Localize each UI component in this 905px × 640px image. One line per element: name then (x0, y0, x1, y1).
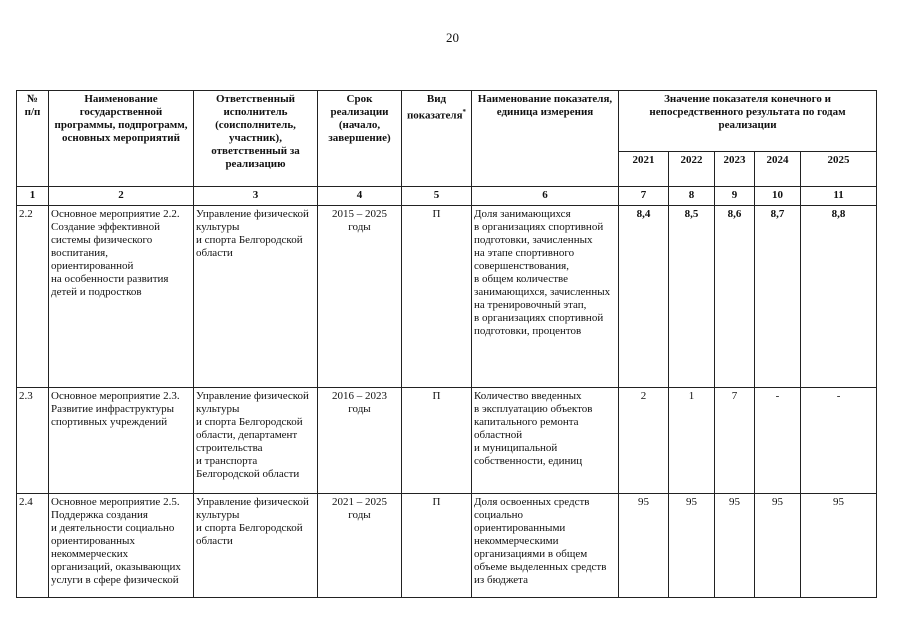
row-indicator: Доля занимающихся в организациях спортивной подготовки, зачисленных на этапе спортивного совершенствования, в общем количестве занимающихся, зачисленных на тренировочный этап, в организациях спортивной подготовки, процентов (472, 206, 619, 388)
row-kind: П (402, 206, 472, 388)
row-value-2021: 8,4 (619, 206, 669, 388)
year-2024: 2024 (755, 152, 801, 187)
table-row (17, 206, 877, 388)
header-name: Наименование государственной программы, подпрограмм, основных мероприятий (49, 91, 194, 187)
row-name: Основное мероприятие 2.5. Поддержка создания и деятельности социально ориентированных некоммерческих организаций, оказывающих услуги в сфере физической (49, 494, 194, 598)
row-value-2023: 7 (715, 388, 755, 494)
page-number: 20 (446, 30, 459, 45)
row-name: Основное мероприятие 2.3. Развитие инфраструктуры спортивных учреждений (49, 388, 194, 494)
row-value-2021: 95 (619, 494, 669, 598)
year-2021: 2021 (619, 152, 669, 187)
header-indicator: Наименование показателя, единица измерения (472, 91, 619, 187)
row-value-2022: 8,5 (669, 206, 715, 388)
header-values-group: Значение показателя конечного и непосредственного результата по годам реализации (619, 91, 877, 152)
row-value-2022: 95 (669, 494, 715, 598)
row-value-2024: 8,7 (755, 206, 801, 388)
column-number: 2 (49, 187, 194, 206)
header-term: Срок реализации (начало, завершение) (318, 91, 402, 187)
header-kind-footnote-mark: * (462, 108, 467, 116)
header-kind (402, 91, 472, 187)
row-value-2023: 95 (715, 494, 755, 598)
row-executor: Управление физической культуры и спорта Белгородской области (194, 206, 318, 388)
column-number: 10 (755, 187, 801, 206)
row-value-2022: 1 (669, 388, 715, 494)
row-name: Основное мероприятие 2.2. Создание эффективной системы физического воспитания, ориентированной на особенности развития детей и подростков (49, 206, 194, 388)
indicators-table (16, 90, 877, 598)
row-executor: Управление физической культуры и спорта Белгородской области, департамент строительства и транспорта Белгородской области (194, 388, 318, 494)
row-indicator: Доля освоенных средств социально ориентированными некоммерческими организациями в общем объеме выделенных средств из бюджета (472, 494, 619, 598)
row-value-2024: - (755, 388, 801, 494)
row-value-2025: - (801, 388, 877, 494)
row-indicator: Количество введенных в эксплуатацию объектов капитального ремонта областной и муниципальной собственности, единиц (472, 388, 619, 494)
row-executor: Управление физической культуры и спорта Белгородской области (194, 494, 318, 598)
row-value-2021: 2 (619, 388, 669, 494)
row-term: 2021 – 2025 годы (318, 494, 402, 598)
column-number: 1 (17, 187, 49, 206)
row-kind: П (402, 494, 472, 598)
column-number: 9 (715, 187, 755, 206)
column-number: 6 (472, 187, 619, 206)
table-row (17, 388, 877, 494)
column-number: 4 (318, 187, 402, 206)
row-value-2025: 8,8 (801, 206, 877, 388)
column-number: 7 (619, 187, 669, 206)
row-num: 2.4 (17, 494, 49, 598)
column-number: 11 (801, 187, 877, 206)
column-number: 3 (194, 187, 318, 206)
row-kind: П (402, 388, 472, 494)
row-value-2024: 95 (755, 494, 801, 598)
column-number: 8 (669, 187, 715, 206)
row-term: 2016 – 2023 годы (318, 388, 402, 494)
row-num: 2.3 (17, 388, 49, 494)
row-term: 2015 – 2025 годы (318, 206, 402, 388)
header-kind-label: Вид показателя (406, 93, 463, 122)
row-value-2025: 95 (801, 494, 877, 598)
year-2023: 2023 (715, 152, 755, 187)
row-value-2023: 8,6 (715, 206, 755, 388)
header-num: № п/п (17, 91, 49, 187)
header-executor: Ответственный исполнитель (соисполнитель, участник), ответственный за реализацию (194, 91, 318, 187)
table-row (17, 494, 877, 598)
year-2022: 2022 (669, 152, 715, 187)
year-2025: 2025 (801, 152, 877, 187)
column-number: 5 (402, 187, 472, 206)
column-numbers-row (17, 187, 877, 206)
row-num: 2.2 (17, 206, 49, 388)
header-row (17, 91, 877, 152)
